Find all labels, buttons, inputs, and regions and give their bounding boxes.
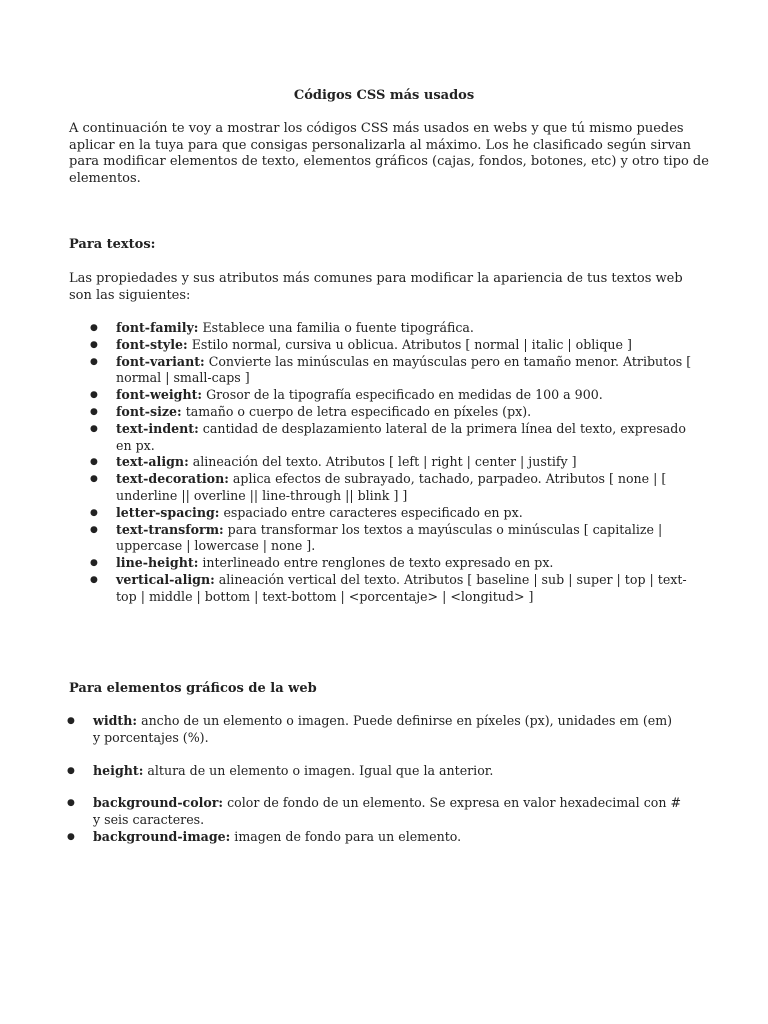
- property-name: font-weight:: [116, 387, 203, 403]
- property-name: background-color:: [93, 795, 224, 811]
- property-description: alineación vertical del texto. Atributos [ baseline | sub | super | top | text-top | middle | bottom | text-bottom | <porcentaje> | <longitud> ]: [116, 571, 687, 604]
- property-name: font-style:: [116, 336, 188, 352]
- bullet-icon: ●: [90, 507, 98, 518]
- bullet-icon: ●: [67, 716, 75, 726]
- list-item: [90, 320, 696, 337]
- property-name: text-indent:: [116, 420, 199, 436]
- property-description: Estilo normal, cursiva u oblicua. Atributos [ normal | italic | oblique ]: [187, 336, 632, 352]
- property-name: line-height:: [116, 555, 199, 571]
- bullet-icon: ●: [90, 406, 98, 417]
- bullet-icon: ●: [90, 339, 98, 350]
- property-description: alineación del texto. Atributos [ left | right | center | justify ]: [188, 454, 577, 470]
- bullet-icon: ●: [67, 831, 75, 842]
- property-description: cantidad de desplazamiento lateral de la primera línea del texto, expresado en px.: [116, 420, 686, 453]
- list-item: [67, 828, 683, 846]
- list-item: [90, 403, 696, 421]
- document-title: Códigos CSS más usados: [293, 88, 475, 103]
- bullet-icon: ●: [90, 390, 98, 401]
- css-text-properties-list: [90, 320, 696, 606]
- list-item: [90, 555, 696, 572]
- bullet-icon: ●: [90, 457, 98, 468]
- property-description: Convierte las minúsculas en mayúsculas pero en tamaño menor. Atributos [ normal | small-caps ]: [116, 353, 692, 386]
- list-item: [90, 521, 696, 556]
- section-heading-textos: Para textos:: [69, 237, 156, 252]
- bullet-icon: ●: [90, 524, 98, 535]
- property-description: ancho de un elemento o imagen. Puede definirse en píxeles (px), unidades em (em) y porcentajes (%).: [93, 713, 673, 745]
- bullet-icon: ●: [90, 574, 98, 585]
- property-name: letter-spacing:: [116, 504, 220, 520]
- list-item: [90, 353, 696, 388]
- list-item: [67, 762, 683, 780]
- section-textos-paragraph: Las propiedades y sus atributos más comunes para modificar la apariencia de tus textos web son las siguientes:: [69, 271, 683, 303]
- property-description: interlineado entre renglones de texto expresado en px.: [198, 555, 554, 571]
- property-name: font-variant:: [116, 353, 205, 369]
- list-item: [67, 795, 683, 829]
- list-item: [90, 420, 696, 455]
- property-description: altura de un elemento o imagen. Igual que la anterior.: [143, 762, 494, 778]
- property-description: tamaño o cuerpo de letra especificado en píxeles (px).: [181, 403, 532, 419]
- bullet-icon: ●: [90, 423, 98, 434]
- property-name: text-transform:: [116, 521, 224, 537]
- property-description: color de fondo de un elemento. Se expresa en valor hexadecimal con # y seis caracteres.: [93, 795, 682, 828]
- list-item: [90, 571, 696, 606]
- property-description: Establece una familia o fuente tipográfica.: [198, 320, 474, 335]
- property-name: text-align:: [116, 454, 189, 470]
- property-description: espaciado entre caracteres especificado en px.: [219, 504, 523, 520]
- section-heading-graficos: Para elementos gráficos de la web: [69, 681, 317, 696]
- property-name: text-decoration:: [116, 471, 229, 487]
- list-item: [67, 713, 683, 747]
- property-name: font-size:: [116, 403, 182, 419]
- intro-paragraph: A continuación te voy a mostrar los códigos CSS más usados en webs y que tú mismo puedes aplicar en la tuya para que consigas personalizarla al máximo. Los he clasificado según sirvan para modificar elementos de texto, elementos gráficos (cajas, fondos, botones, etc) y otro tipo de elementos.: [69, 121, 709, 186]
- list-item: [90, 387, 696, 404]
- bullet-icon: ●: [90, 474, 98, 485]
- css-graphic-properties-list: [67, 713, 683, 846]
- list-item: [90, 504, 696, 522]
- property-name: background-image:: [93, 828, 231, 844]
- list-item: [90, 336, 696, 354]
- property-description: aplica efectos de subrayado, tachado, parpadeo. Atributos [ none | [ underline || overline || line-through || blink ] ]: [116, 471, 667, 503]
- bullet-icon: ●: [90, 356, 98, 367]
- property-name: vertical-align:: [116, 571, 215, 587]
- property-name: height:: [93, 762, 144, 778]
- bullet-icon: ●: [67, 765, 75, 776]
- property-description: Grosor de la tipografía especificado en medidas de 100 a 900.: [202, 387, 603, 403]
- property-description: imagen de fondo para un elemento.: [230, 828, 462, 844]
- bullet-icon: ●: [90, 323, 98, 333]
- bullet-icon: ●: [90, 558, 98, 569]
- property-description: para transformar los textos a mayúsculas o minúsculas [ capitalize | uppercase | lowercase | none ].: [116, 521, 663, 554]
- property-name: font-family:: [116, 320, 199, 335]
- list-item: [90, 454, 696, 471]
- bullet-icon: ●: [67, 798, 75, 809]
- property-name: width:: [93, 713, 138, 728]
- list-item: [90, 471, 696, 505]
